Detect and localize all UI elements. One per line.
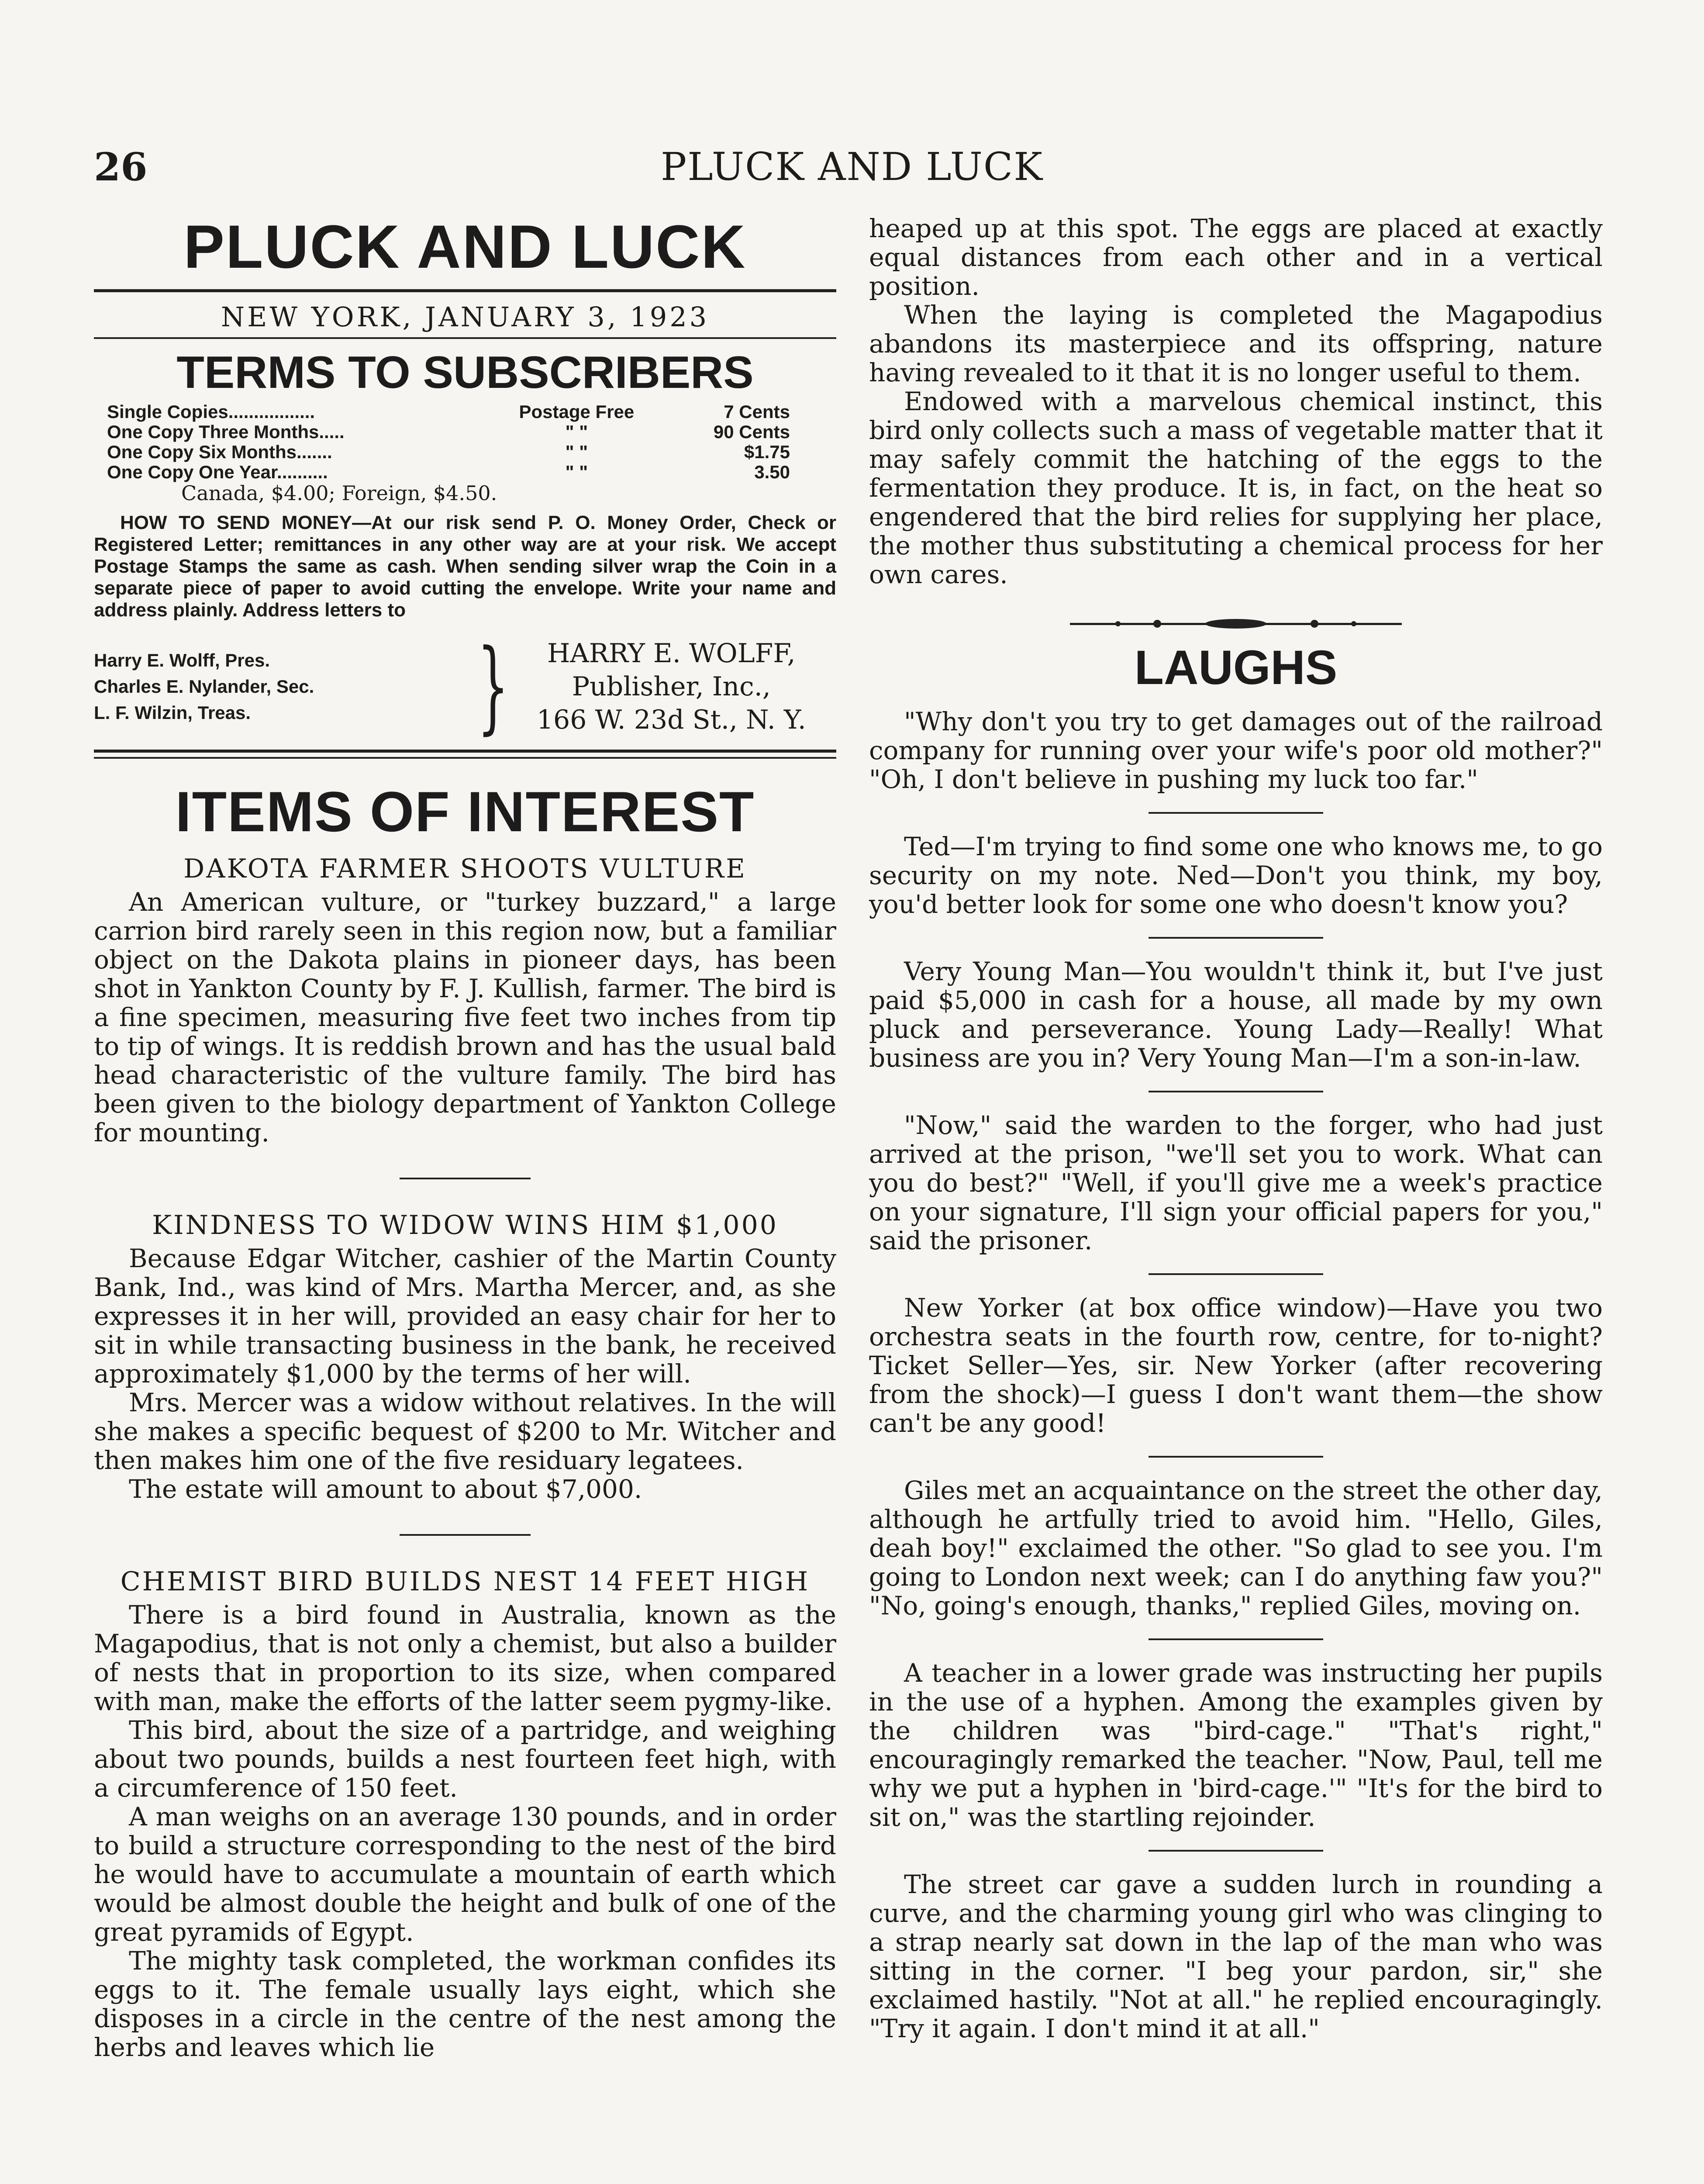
rate-postage: " " xyxy=(565,422,588,442)
rate-item: One Copy Three Months..... xyxy=(107,422,345,442)
masthead-rule xyxy=(94,289,836,292)
publisher-street: 166 W. 23d St., N. Y. xyxy=(536,705,806,736)
right-column xyxy=(869,214,1603,2043)
dateline: NEW YORK, JANUARY 3, 1923 xyxy=(221,301,710,333)
rate-price: 90 Cents xyxy=(713,422,790,442)
joke-divider xyxy=(1149,1456,1323,1458)
rate-item: One Copy Six Months....... xyxy=(107,442,332,463)
joke-paragraph: "Now," said the warden to the forger, who had just arrived at the prison, "we'll set you to work. What can you do best?" "Well, if you'll give me a week's practice on your signature, I'll sign your official papers for you," said the prisoner. xyxy=(869,1110,1603,1255)
joke-divider xyxy=(1149,937,1323,939)
joke-paragraph: The street car gave a sudden lurch in rounding a curve, and the charming young girl who was clinging to a strap nearly sat down in the lap of the man who was sitting in the corner. "I beg your pardon, sir," she exclaimed hastily. "Not at all." he replied encouragingly. "Try it again. I don't mind it at all." xyxy=(869,1870,1603,2043)
publisher-name: HARRY E. WOLFF, xyxy=(547,638,796,669)
how-to-send-money: HOW TO SEND MONEY—At our risk send P. O. Money Order, Check or Registered Letter; remittances in any other way are at your risk. We accept Postage Stamps the same as cash. When sending silver wrap the Coin in a separate piece of paper to avoid cutting the envelope. Write your name and address plainly. Address letters to xyxy=(94,512,836,621)
article-paragraph: This bird, about the size of a partridge, and weighing about two pounds, builds a nest fourteen feet high, with a circumference of 150 feet. xyxy=(94,1715,836,1803)
rate-row xyxy=(107,422,790,442)
publisher-inc: Publisher, Inc., xyxy=(572,671,771,702)
article-headline: DAKOTA FARMER SHOOTS VULTURE xyxy=(183,854,747,885)
officer-president: Harry E. Wolff, Pres. xyxy=(94,650,270,671)
page-number: 26 xyxy=(94,144,148,190)
article-headline: KINDNESS TO WIDOW WINS HIM $1,000 xyxy=(152,1210,778,1241)
masthead-title: PLUCK AND LUCK xyxy=(183,212,747,281)
rate-price: 7 Cents xyxy=(724,401,790,422)
joke-paragraph: New Yorker (at box office window)—Have you two orchestra seats in the fourth row, centre, for to-night? Ticket Seller—Yes, sir. New Yorker (after recovering from the shock)—I guess I don't want them—the show can't be any good! xyxy=(869,1293,1603,1438)
article-paragraph: Mrs. Mercer was a widow without relatives. In the will she makes a specific bequest of $200 to Mr. Witcher and then makes him one of the five residuary legatees. xyxy=(94,1388,836,1476)
article-paragraph: Because Edgar Witcher, cashier of the Martin County Bank, Ind., was kind of Mrs. Martha Mercer, and, as she expresses it in her will, provided an easy chair for her to sit in while transacting business in the bank, he received approximately $1,000 by the terms of her will. xyxy=(94,1244,836,1389)
continuation-paragraph: heaped up at this spot. The eggs are placed at exactly equal distances from each other and in a vertical position. xyxy=(869,214,1603,301)
article-vulture xyxy=(94,854,836,1147)
officers-block xyxy=(94,628,836,745)
canada-rates: Canada, $4.00; Foreign, $4.50. xyxy=(181,481,497,505)
officer-treasurer: L. F. Wilzin, Treas. xyxy=(94,702,251,723)
article-headline: CHEMIST BIRD BUILDS NEST 14 FEET HIGH xyxy=(120,1566,810,1597)
dateline-rule xyxy=(94,337,836,339)
laughs-title: LAUGHS xyxy=(1134,641,1338,695)
rate-row xyxy=(107,442,790,462)
article-paragraph: The mighty task completed, the workman confides its eggs to it. The female usually lays eight, which she disposes in a circle in the centre of the nest among the herbs and leaves which lie xyxy=(94,1946,836,2063)
rate-postage: " " xyxy=(565,442,588,463)
section-double-rule xyxy=(94,750,836,759)
joke-paragraph: Ted—I'm trying to find some one who knows me, to go security on my note. Ned—Don't you think, my boy, you'd better look for some one who doesn't know you? xyxy=(869,832,1603,919)
joke-paragraph: "Why don't you try to get damages out of the railroad company for running over your wife's poor old mother?" "Oh, I don't believe in pushing my luck too far." xyxy=(869,707,1603,794)
running-title: PLUCK AND LUCK xyxy=(661,144,1043,189)
rate-postage: Postage Free xyxy=(519,401,635,422)
joke-divider xyxy=(1149,1273,1323,1275)
rate-row xyxy=(107,402,790,422)
items-title: ITEMS OF INTEREST xyxy=(175,780,755,844)
continuation-paragraph: Endowed with a marvelous chemical instinct, this bird only collects such a mass of vegetable matter that it may safely commit the hatching of the eggs to the fermentation they produce. It is, in fact, on the heat so engendered that the bird relies for supplying her place, the mother thus substituting a chemical process for her own cares. xyxy=(869,387,1603,589)
article-paragraph: An American vulture, or "turkey buzzard," a large carrion bird rarely seen in this region now, but a familiar object on the Dakota plains in pioneer days, has been shot in Yankton County by F. J. Kullish, farmer. The bird is a fine specimen, measuring five feet two inches from tip to tip of wings. It is reddish brown and has the usual bald head characteristic of the vulture family. The bird has been given to the biology department of Yankton College for mounting. xyxy=(94,887,837,1148)
joke-paragraph: Giles met an acquaintance on the street the other day, although he artfully tried to avoid him. "Hello, Giles, deah boy!" exclaimed the other. "So glad to see you. I'm going to London next week; can I do anything faw you?" "No, going's enough, thanks," replied Giles, moving on. xyxy=(869,1476,1603,1621)
article-paragraph: A man weighs on an average 130 pounds, and in order to build a structure corresponding to the nest of the bird he would have to accumulate a mountain of earth which would be almost double the height and bulk of one of the great pyramids of Egypt. xyxy=(94,1802,836,1947)
officer-secretary: Charles E. Nylander, Sec. xyxy=(94,676,314,697)
rate-item: Single Copies................. xyxy=(107,401,315,422)
article-paragraph: There is a bird found in Australia, known as the Magapodius, that is not only a chemist, but also a builder of nests that in proportion to its size, when compared with man, make the efforts of the latter seem pygmy-like. xyxy=(94,1600,836,1717)
continuation-paragraph: When the laying is completed the Magapodius abandons its masterpiece and its offspring, nature having revealed to it that it is no longer useful to them. xyxy=(869,300,1603,387)
article-paragraph: The estate will amount to about $7,000. xyxy=(129,1474,642,1504)
joke-divider xyxy=(1149,1638,1323,1640)
rate-postage: " " xyxy=(565,462,588,483)
joke-divider xyxy=(1149,1850,1323,1852)
rates-table xyxy=(107,402,790,482)
article-chemist-bird xyxy=(94,1566,836,2062)
ornament-divider-icon xyxy=(869,606,1603,637)
article-divider xyxy=(400,1534,531,1536)
joke-divider xyxy=(1149,812,1323,814)
rate-row xyxy=(107,462,790,482)
publisher-address xyxy=(507,637,836,736)
left-column xyxy=(94,214,836,2062)
article-widow xyxy=(94,1210,836,1503)
article-divider xyxy=(400,1178,531,1179)
rate-price: $1.75 xyxy=(744,442,790,463)
terms-title: TERMS TO SUBSCRIBERS xyxy=(176,347,754,398)
rate-item: One Copy One Year.......... xyxy=(107,462,328,483)
officer-names xyxy=(94,647,467,726)
rate-price: 3.50 xyxy=(754,462,790,483)
joke-divider xyxy=(1149,1091,1323,1092)
running-head xyxy=(0,144,1704,197)
joke-paragraph: A teacher in a lower grade was instructing her pupils in the use of a hyphen. Among the examples given by the children was "bird-cage." "That's right," encouragingly remarked the teacher. "Now, Paul, tell me why we put a hyphen in 'bird-cage.'" "It's for the bird to sit on," was the startling rejoinder. xyxy=(869,1658,1603,1832)
joke-paragraph: Very Young Man—You wouldn't think it, but I've just paid $5,000 in cash for a house, all made by my own pluck and perseverance. Young Lady—Really! What business are you in? Very Young Man—I'm a son-in-law. xyxy=(869,957,1603,1073)
brace-glyph: } xyxy=(477,628,509,745)
